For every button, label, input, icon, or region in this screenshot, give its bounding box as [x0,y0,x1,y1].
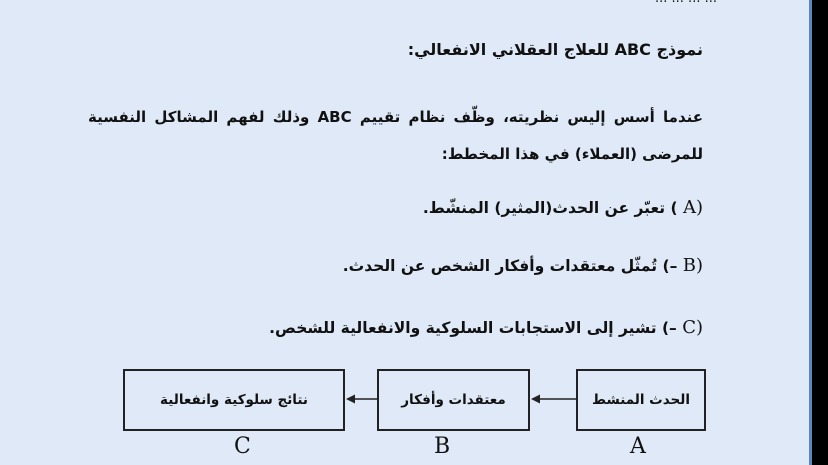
arrow-a-to-b-icon [530,392,578,406]
item-c [269,317,703,338]
item-a-text: تعبّر عن الحدث(المثير) المنشّط. [422,199,666,217]
diagram-label-a: A [630,434,646,459]
item-a [423,197,703,218]
diagram-label-b: B [434,434,451,459]
item-b-dash: –) [657,257,678,275]
consequences-label: نتائج سلوكية وانفعالية [160,392,308,408]
item-c-dash: –) [656,319,677,337]
arrow-b-to-c-icon [345,392,379,406]
item-a-letter: (A [682,197,703,218]
item-c-text: تشير إلى الاستجابات السلوكية والانفعالية للشخص. [269,319,657,337]
item-a-dash: ) [665,199,678,217]
item-b-text: تُمثّل معتقدات وأفكار الشخص عن الحدث. [342,257,658,275]
beliefs-label: معتقدات وأفكار [401,392,506,408]
section-heading: نموذج ABC للعلاج العقلاني الانفعالي: [407,40,703,59]
intro-paragraph: عندما أسس إليس نظريته، وظّف نظام تقييم ABC وذلك لفهم المشاكل النفسية للمرضى (العملاء) في هذا المخطط: [88,108,703,163]
activating-event-label: الحدث المنشط [592,392,690,408]
cut-off-top-line [397,0,717,5]
beliefs-box [377,369,530,431]
activating-event-box [576,369,706,431]
diagram-label-c: C [234,434,251,459]
consequences-box [123,369,345,431]
item-b [343,255,703,276]
item-c-letter: (C [682,317,703,338]
item-b-letter: (B [682,255,703,276]
